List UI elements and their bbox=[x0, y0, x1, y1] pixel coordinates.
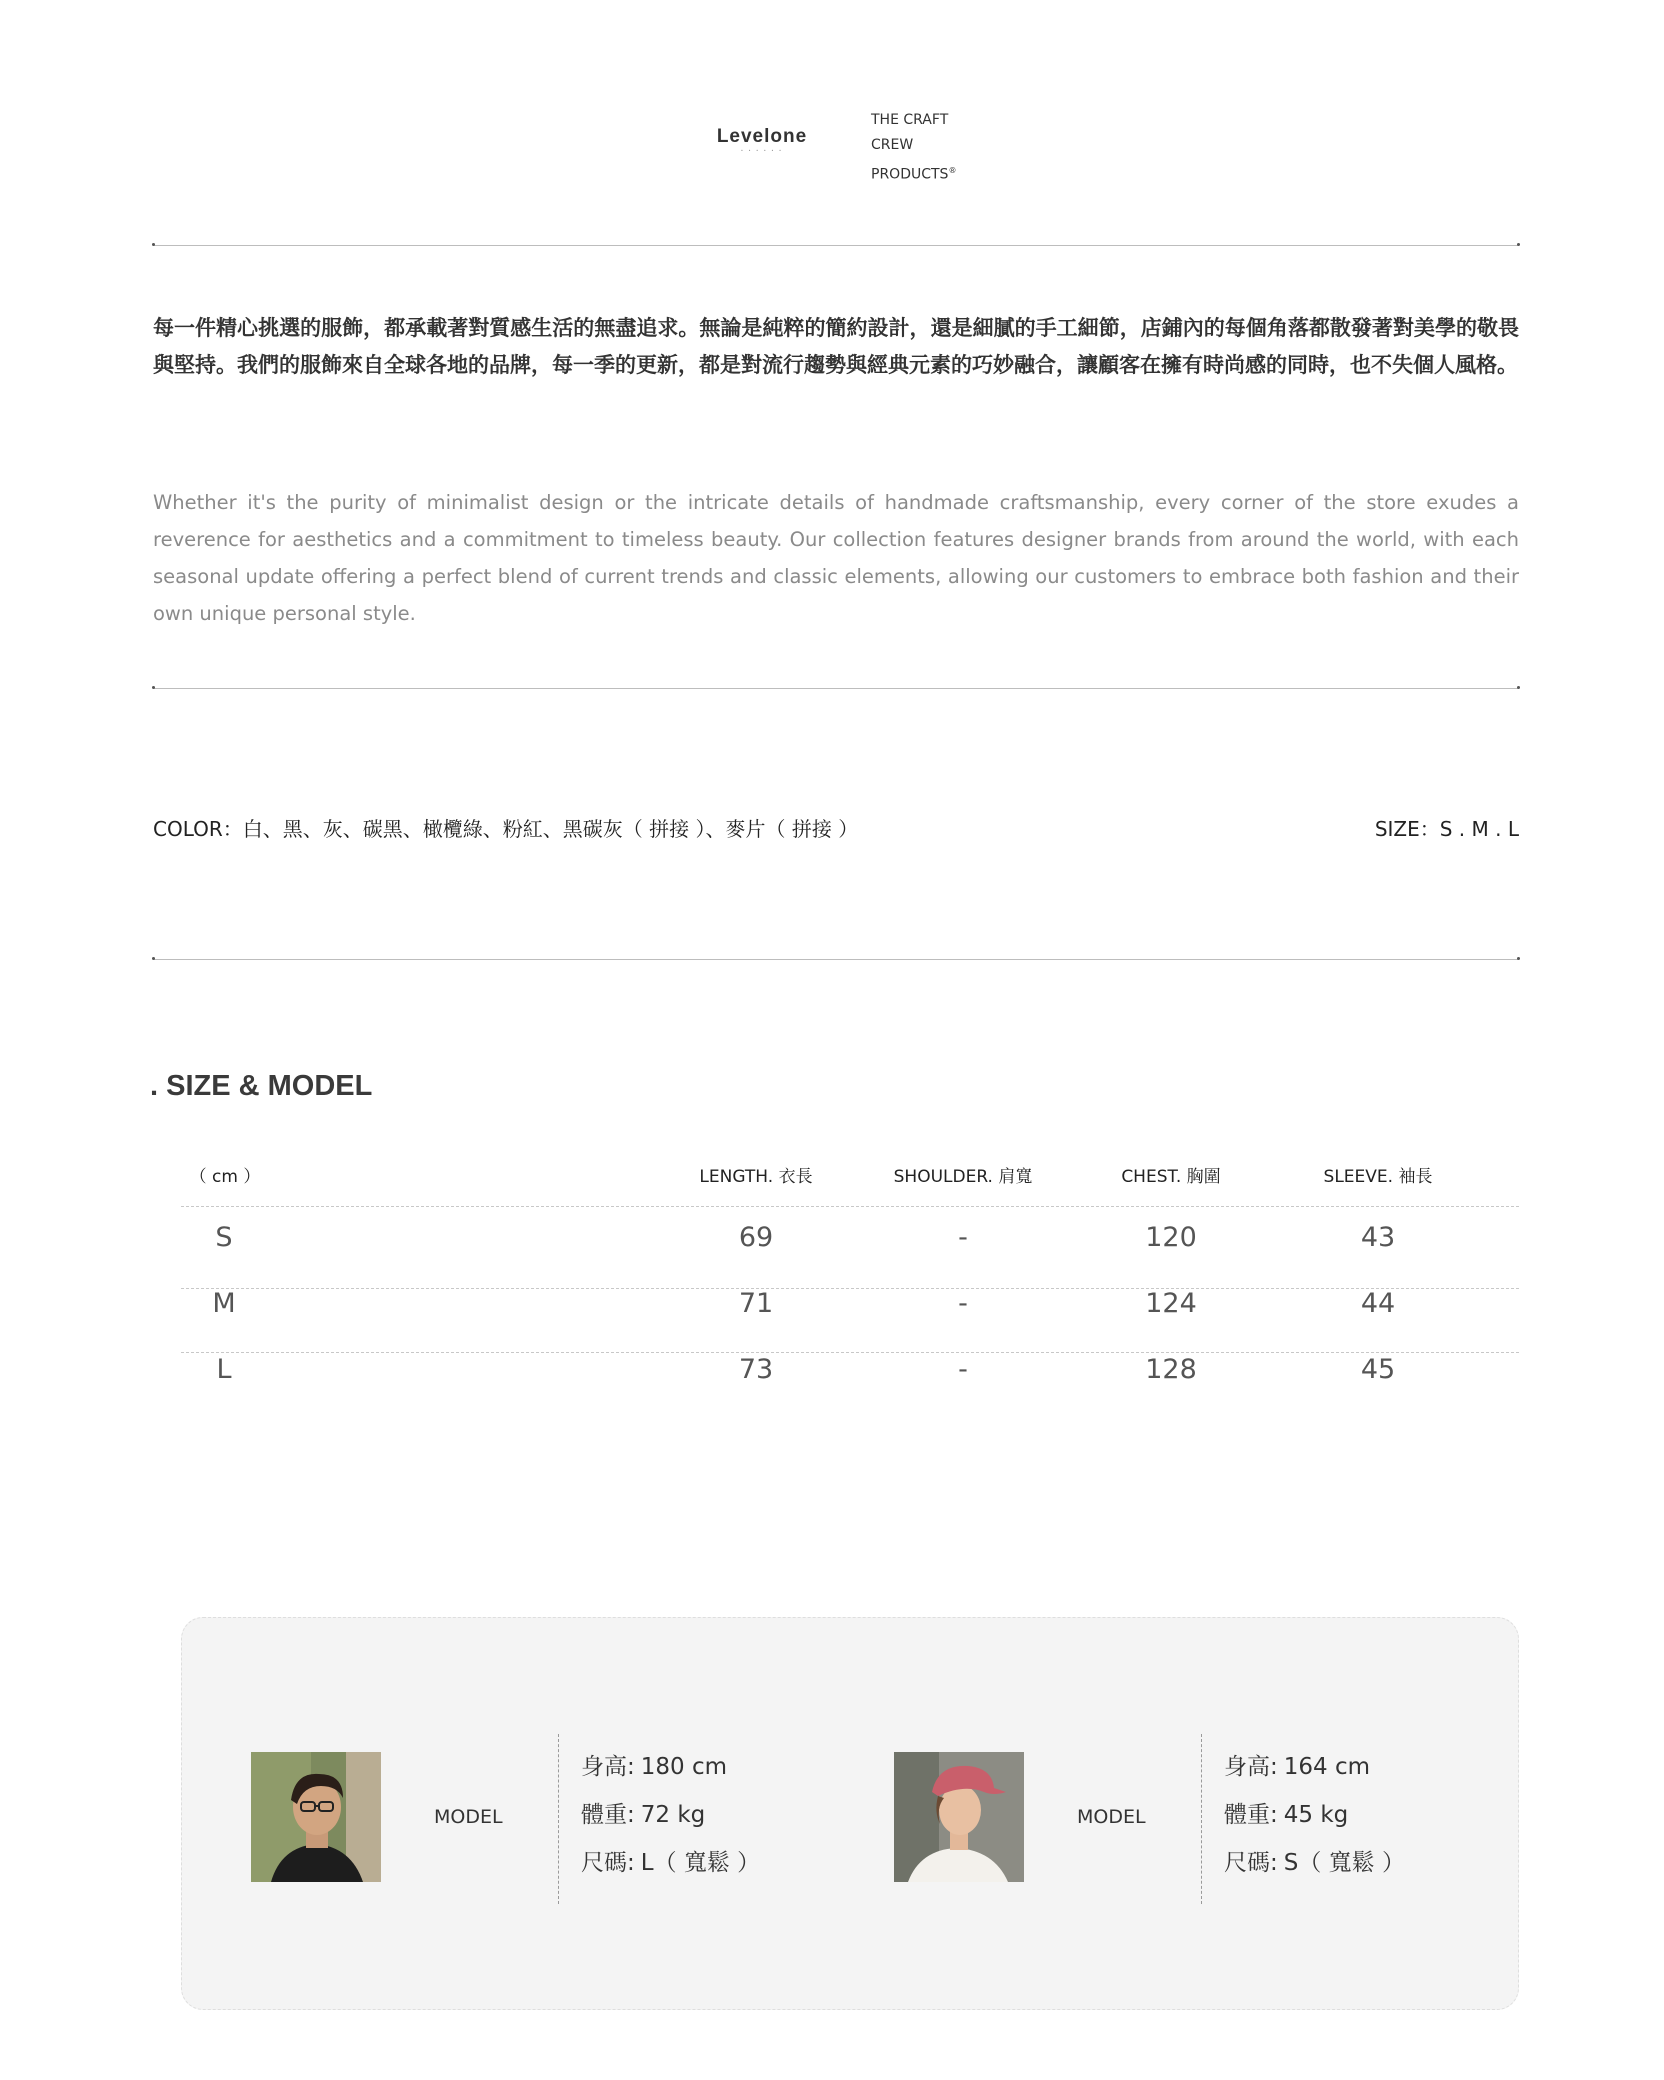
divider-intro bbox=[153, 688, 1519, 689]
size-cell: M bbox=[212, 1288, 236, 1319]
model-height-row bbox=[1224, 1743, 1405, 1791]
table-row bbox=[181, 1206, 1519, 1268]
column-header-chest: CHEST. 胸圍 bbox=[1121, 1167, 1221, 1187]
model-photo-2-image bbox=[894, 1752, 1024, 1882]
height-key: 身高: bbox=[581, 1754, 635, 1780]
chest-cell: 120 bbox=[1145, 1222, 1197, 1253]
unit-label: （ cm ） bbox=[189, 1167, 261, 1187]
height-value: 180 cm bbox=[640, 1754, 728, 1780]
height-key: 身高: bbox=[1224, 1754, 1278, 1780]
size-key: 尺碼: bbox=[1224, 1850, 1278, 1876]
divider-top bbox=[153, 245, 1519, 246]
length-cell: 73 bbox=[738, 1354, 774, 1385]
size-key: 尺碼: bbox=[581, 1850, 635, 1876]
weight-value: 72 kg bbox=[640, 1802, 706, 1828]
model-photo-1 bbox=[251, 1752, 381, 1882]
weight-value: 45 kg bbox=[1283, 1802, 1349, 1828]
size-table bbox=[181, 1150, 1519, 1400]
shoulder-cell: - bbox=[958, 1288, 968, 1319]
brand-logo-subtext: • • • • • • bbox=[740, 148, 784, 153]
size-options: SIZE：S . M . L bbox=[1374, 817, 1519, 841]
weight-key: 體重: bbox=[581, 1802, 635, 1828]
chest-cell: 128 bbox=[1145, 1354, 1197, 1385]
intro-text-en: Whether it's the purity of minimalist design or the intricate details of handmade craftsmanship, every corner of the store exudes a reverence for aesthetics and a commitment to timeless beauty. Our collection features designer brands from around the world, with each seasonal update offering a perfect blend of current trends and classic elements, allowing our customers to embrace both fashion and their own unique personal style. bbox=[153, 491, 1519, 625]
model-stats-1 bbox=[581, 1743, 760, 1887]
model-photo-1-image bbox=[251, 1752, 381, 1882]
model-stats-2 bbox=[1224, 1743, 1405, 1887]
model-weight-row bbox=[581, 1791, 760, 1839]
tagline-line-3 bbox=[871, 158, 956, 188]
color-options: COLOR：白、黑、灰、碳黑、橄欖綠、粉紅、黑碳灰（ 拼接 ）、麥片（ 拼接 ） bbox=[153, 817, 859, 841]
table-row bbox=[181, 1338, 1519, 1400]
size-value: L（ 寬鬆 ） bbox=[640, 1850, 761, 1876]
model-height-row bbox=[581, 1743, 760, 1791]
weight-key: 體重: bbox=[1224, 1802, 1278, 1828]
section-title: . SIZE & MODEL bbox=[150, 1070, 373, 1102]
model-size-row bbox=[1224, 1839, 1405, 1887]
intro-text-zh: 每一件精心挑選的服飾，都承載著對質感生活的無盡追求。無論是純粹的簡約設計，還是細膩的手工細節，店鋪內的每個角落都散發著對美學的敬畏與堅持。我們的服飾來自全球各地的品牌，每一季的更新，都是對流行趨勢與經典元素的巧妙融合，讓顧客在擁有時尚感的同時，也不失個人風格。 bbox=[153, 316, 1519, 377]
column-header-length: LENGTH. 衣長 bbox=[699, 1167, 813, 1187]
model-weight-row bbox=[1224, 1791, 1405, 1839]
model-label-2: MODEL bbox=[1077, 1806, 1146, 1828]
size-cell: S bbox=[215, 1222, 233, 1253]
model-divider-2 bbox=[1201, 1734, 1202, 1904]
column-header-shoulder: SHOULDER. 肩寬 bbox=[893, 1167, 1033, 1187]
sleeve-cell: 44 bbox=[1360, 1288, 1396, 1319]
shoulder-cell: - bbox=[958, 1354, 968, 1385]
length-cell: 69 bbox=[738, 1222, 774, 1253]
table-row bbox=[181, 1272, 1519, 1334]
brand-logo bbox=[706, 126, 818, 154]
brand-logo-text: Levelone bbox=[716, 126, 808, 147]
tagline-line-1: THE CRAFT bbox=[871, 112, 949, 128]
model-card bbox=[181, 1617, 1519, 2010]
divider-options bbox=[153, 959, 1519, 960]
model-size-row bbox=[581, 1839, 760, 1887]
model-label-1: MODEL bbox=[434, 1806, 503, 1828]
column-header-sleeve: SLEEVE. 袖長 bbox=[1323, 1167, 1433, 1187]
chest-cell: 124 bbox=[1145, 1288, 1197, 1319]
size-value: S（ 寬鬆 ） bbox=[1283, 1850, 1405, 1876]
table-header-row bbox=[181, 1150, 1519, 1206]
size-cell: L bbox=[216, 1354, 232, 1385]
tagline-line-3-text: PRODUCTS bbox=[871, 166, 949, 183]
height-value: 164 cm bbox=[1283, 1754, 1371, 1780]
registered-mark: ® bbox=[948, 166, 957, 175]
length-cell: 71 bbox=[738, 1288, 774, 1319]
sleeve-cell: 45 bbox=[1360, 1354, 1396, 1385]
brand-tagline bbox=[871, 108, 956, 188]
sleeve-cell: 43 bbox=[1360, 1222, 1396, 1253]
tagline-line-2: CREW bbox=[871, 137, 914, 153]
model-divider-1 bbox=[558, 1734, 559, 1904]
model-photo-2 bbox=[894, 1752, 1024, 1882]
shoulder-cell: - bbox=[958, 1222, 968, 1253]
